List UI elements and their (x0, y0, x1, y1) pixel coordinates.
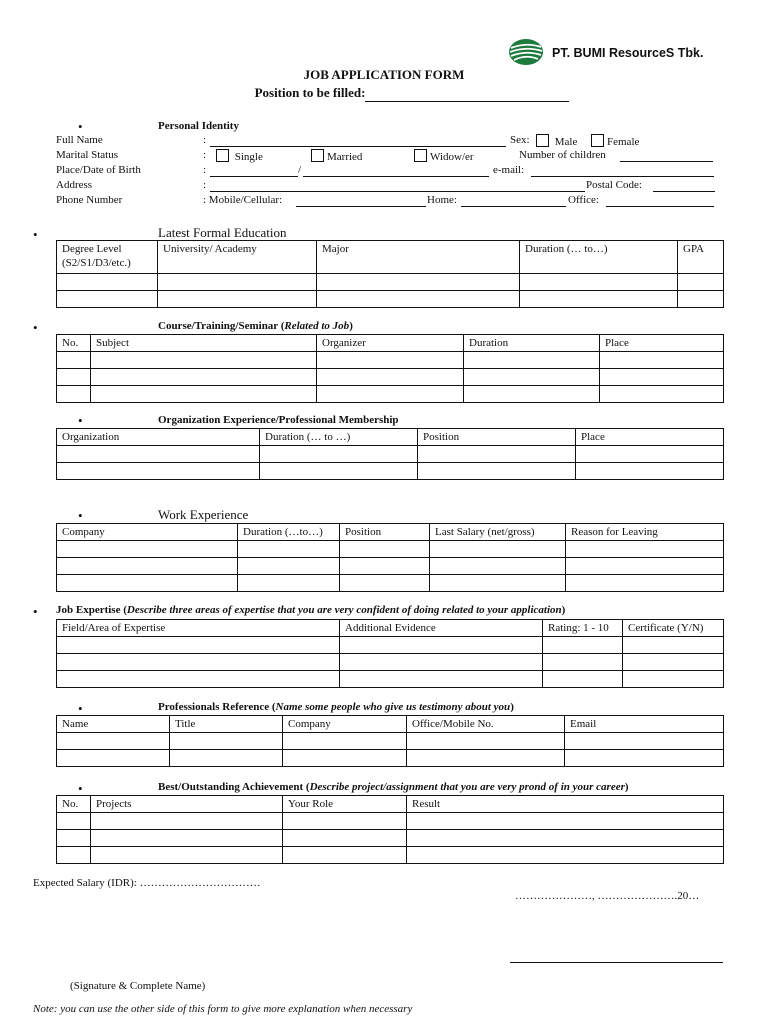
table-header-row (57, 620, 724, 637)
education-table (56, 240, 724, 308)
table-header: Organizer (317, 335, 464, 352)
form-title: JOB APPLICATION FORM (303, 67, 465, 82)
sex-female-option[interactable]: Female (591, 134, 639, 148)
personal-identity-block: Full Name : Sex: Male Female Marital Status : Single Married Widow/er Number of children Place/Date of Birth : / e-mail: Address : Postal Code: Phone Number : Mobile/Cellular: Home: Office: (56, 134, 736, 210)
table-row[interactable] (57, 352, 724, 369)
postal-code-field[interactable] (653, 179, 715, 192)
table-header: Field/Area of Expertise (57, 620, 340, 637)
table-header: Rating: 1 - 10 (543, 620, 623, 637)
table-header: Major (317, 241, 520, 274)
checkbox[interactable] (216, 149, 229, 162)
table-row[interactable] (57, 847, 724, 864)
expertise-table (56, 619, 724, 688)
signature-label: (Signature & Complete Name) (70, 980, 206, 992)
table-header: Duration (… to…) (520, 241, 678, 274)
checkbox[interactable] (591, 134, 604, 147)
date-line[interactable]: …………………, ………………….20… (515, 890, 700, 902)
table-header: Result (407, 796, 724, 813)
expected-salary-field[interactable]: Expected Salary (IDR): …………………………… (33, 877, 261, 889)
table-header-row (57, 716, 724, 733)
postal-code-label: Postal Code: (586, 179, 642, 191)
table-header: Place (600, 335, 724, 352)
bullet-icon: • (78, 119, 83, 134)
course-table (56, 334, 724, 403)
table-row[interactable] (57, 637, 724, 654)
table-header: Your Role (283, 796, 407, 813)
table-header: Email (565, 716, 724, 733)
table-row[interactable] (57, 541, 724, 558)
table-row[interactable] (57, 291, 724, 308)
table-header: GPA (678, 241, 724, 274)
office-label: Office: (568, 194, 599, 206)
full-name-field[interactable] (210, 134, 506, 147)
signature-line[interactable] (510, 962, 723, 963)
table-header-row (57, 796, 724, 813)
marital-label: Marital Status (56, 149, 119, 161)
table-header: Duration (…to…) (238, 524, 340, 541)
reference-heading: Professionals Reference (Name some people who give us testimony about you) (158, 701, 514, 713)
place-dob-label: Place/Date of Birth (56, 164, 141, 176)
table-header: Last Salary (net/gross) (430, 524, 566, 541)
table-row[interactable] (57, 446, 724, 463)
table-header: No. (57, 796, 91, 813)
company-name: PT. BUMI ResourceS Tbk. (552, 46, 704, 60)
marital-married-option[interactable]: Married (311, 149, 362, 163)
mobile-label: : Mobile/Cellular: (203, 194, 283, 206)
place-of-birth-field[interactable] (210, 164, 298, 177)
table-header: Duration (464, 335, 600, 352)
organization-heading: Organization Experience/Professional Membership (158, 414, 399, 426)
table-header: Subject (91, 335, 317, 352)
company-logo (508, 38, 544, 66)
course-heading: Course/Training/Seminar (Related to Job) (158, 320, 353, 332)
full-name-label: Full Name (56, 134, 103, 146)
table-row[interactable] (57, 750, 724, 767)
table-header: Position (340, 524, 430, 541)
table-header-row (57, 241, 724, 274)
phone-label: Phone Number (56, 194, 123, 206)
table-row[interactable] (57, 830, 724, 847)
table-header: Certificate (Y/N) (623, 620, 724, 637)
address-field[interactable] (210, 179, 585, 192)
home-field[interactable] (461, 194, 566, 207)
home-label: Home: (427, 194, 457, 206)
date-of-birth-field[interactable] (303, 164, 489, 177)
table-header: Projects (91, 796, 283, 813)
marital-single-option[interactable]: Single (216, 149, 263, 163)
reference-table (56, 715, 724, 767)
form-title-block (0, 66, 768, 102)
bullet-icon: • (33, 320, 38, 335)
bullet-icon: • (78, 781, 83, 796)
table-row[interactable] (57, 575, 724, 592)
table-row[interactable] (57, 386, 724, 403)
table-row[interactable] (57, 671, 724, 688)
table-header: Name (57, 716, 170, 733)
table-row[interactable] (57, 733, 724, 750)
table-row[interactable] (57, 463, 724, 480)
work-table (56, 523, 724, 592)
table-row[interactable] (57, 274, 724, 291)
table-header: Additional Evidence (340, 620, 543, 637)
bullet-icon: • (33, 604, 38, 619)
table-header: Place (576, 429, 724, 446)
office-field[interactable] (606, 194, 714, 207)
bullet-icon: • (33, 227, 38, 242)
achievement-heading: Best/Outstanding Achievement (Describe project/assignment that you are very prond of in your career) (158, 781, 629, 793)
bullet-icon: • (78, 508, 83, 523)
table-header-row (57, 524, 724, 541)
children-field[interactable] (620, 149, 713, 162)
table-header: Position (418, 429, 576, 446)
table-header: Title (170, 716, 283, 733)
sex-male-option[interactable]: Male (536, 134, 577, 148)
checkbox[interactable] (414, 149, 427, 162)
table-header: Duration (… to …) (260, 429, 418, 446)
footer-note: Note: you can use the other side of this form to give more explanation when necessary (33, 1003, 413, 1015)
email-field[interactable] (531, 164, 714, 177)
bullet-icon: • (78, 701, 83, 716)
email-label: e-mail: (493, 164, 525, 176)
mobile-field[interactable] (296, 194, 426, 207)
marital-widow-option[interactable]: Widow/er (414, 149, 474, 163)
work-heading: Work Experience (158, 507, 249, 522)
table-header: Company (57, 524, 238, 541)
table-header: Degree Level (S2/S1/D3/etc.) (57, 241, 158, 274)
address-label: Address (56, 179, 93, 191)
position-field[interactable] (365, 89, 569, 102)
organization-table (56, 428, 724, 480)
table-header: University/ Academy (158, 241, 317, 274)
expertise-heading: Job Expertise (Describe three areas of expertise that you are very confident of doing related to your application) (56, 604, 566, 616)
bullet-icon: • (78, 413, 83, 428)
table-row[interactable] (57, 813, 724, 830)
personal-heading: Personal Identity (158, 120, 239, 132)
table-row[interactable] (57, 558, 724, 575)
table-header: No. (57, 335, 91, 352)
table-row[interactable] (57, 369, 724, 386)
checkbox[interactable] (311, 149, 324, 162)
table-header: Organization (57, 429, 260, 446)
table-header: Reason for Leaving (566, 524, 724, 541)
table-header: Company (283, 716, 407, 733)
sex-label: Sex: (510, 134, 530, 146)
table-header-row (57, 335, 724, 352)
table-row[interactable] (57, 654, 724, 671)
table-header: Office/Mobile No. (407, 716, 565, 733)
checkbox[interactable] (536, 134, 549, 147)
children-label: Number of children (519, 149, 606, 161)
achievement-table (56, 795, 724, 864)
education-heading: Latest Formal Education (158, 225, 287, 240)
position-label: Position to be filled: (254, 85, 366, 100)
table-header-row (57, 429, 724, 446)
